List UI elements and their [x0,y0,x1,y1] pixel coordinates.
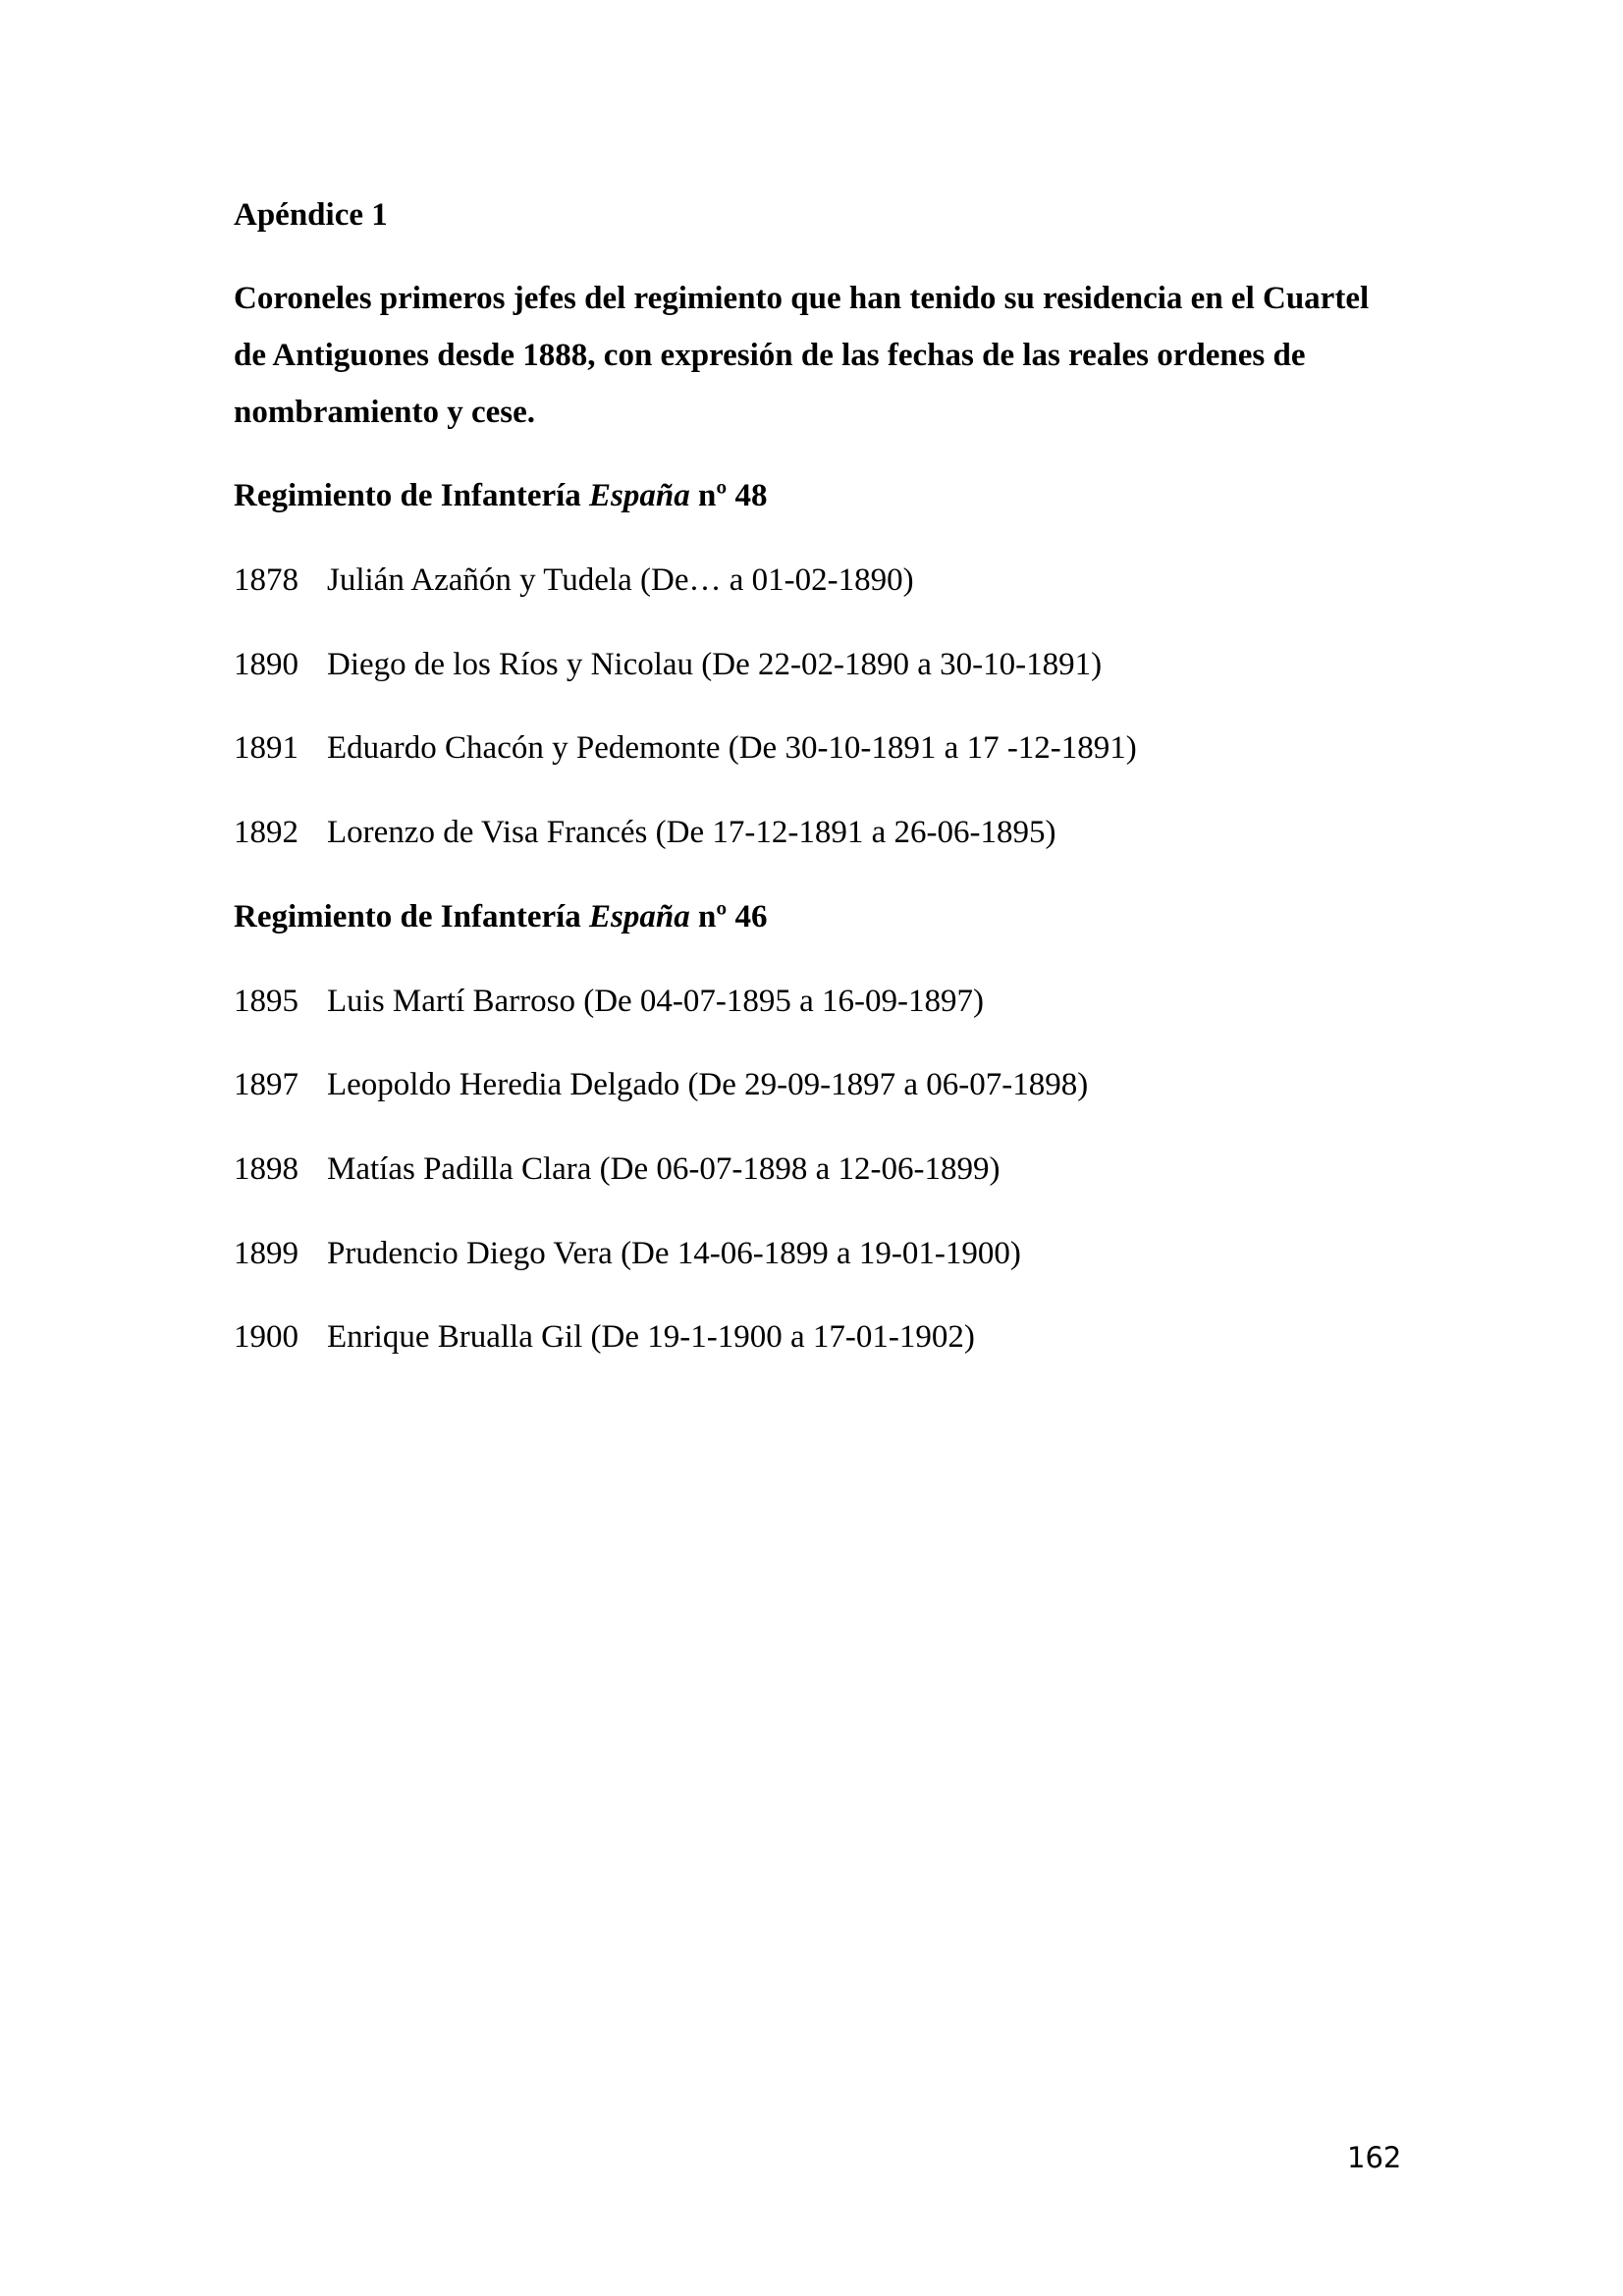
title-line-3: nombramiento y cese. [234,395,536,430]
appendix-heading: Apéndice 1 [234,197,388,233]
entry-text: Enrique Brualla Gil (De 19-1-1900 a 17-01-1902) [327,1319,975,1355]
list-item [234,1234,1021,1273]
list-item [234,728,1137,768]
section-heading-suffix: nº 48 [689,478,768,513]
section-heading-regiment-46 [234,897,768,936]
section-heading-regiment-48 [234,476,768,515]
entry-year: 1891 [234,730,298,766]
entry-text: Lorenzo de Visa Francés (De 17-12-1891 a 26-06-1895) [327,815,1056,850]
section-heading-prefix: Regimiento de Infantería [234,478,590,513]
list-item [234,1149,1001,1189]
list-item [234,813,1055,852]
entry-year: 1898 [234,1151,298,1187]
list-item [234,645,1102,684]
list-item [234,561,914,600]
page-number: 162 [1347,2141,1402,2174]
section-heading-prefix: Regimiento de Infantería [234,899,590,934]
title-line-2: de Antiguones desde 1888, con expresión de las fechas de las reales ordenes de [234,338,1306,373]
entry-text: Luis Martí Barroso (De 04-07-1895 a 16-09-1897) [327,984,985,1019]
entry-year: 1897 [234,1067,298,1102]
entry-text: Eduardo Chacón y Pedemonte (De 30-10-1891 a 17 -12-1891) [327,730,1137,766]
title-line-1: Coroneles primeros jefes del regimiento que han tenido su residencia en el Cuartel [234,281,1370,316]
section-heading-italic: España [589,478,690,513]
entry-year: 1895 [234,984,298,1019]
section-heading-suffix: nº 46 [689,899,768,934]
entry-text: Matías Padilla Clara (De 06-07-1898 a 12-06-1899) [327,1151,1001,1187]
entry-text: Diego de los Ríos y Nicolau (De 22-02-1890 a 30-10-1891) [327,647,1103,682]
entry-text: Prudencio Diego Vera (De 14-06-1899 a 19-01-1900) [327,1236,1021,1271]
list-item [234,1065,1088,1104]
entry-text: Julián Azañón y Tudela (De… a 01-02-1890) [327,562,914,598]
entry-year: 1892 [234,815,298,850]
entry-year: 1900 [234,1319,298,1355]
entry-year: 1890 [234,647,298,682]
list-item [234,982,984,1021]
entry-year: 1878 [234,562,298,598]
section-heading-italic: España [589,899,690,934]
list-item [234,1317,975,1357]
entry-year: 1899 [234,1236,298,1271]
entry-text: Leopoldo Heredia Delgado (De 29-09-1897 a 06-07-1898) [327,1067,1089,1102]
